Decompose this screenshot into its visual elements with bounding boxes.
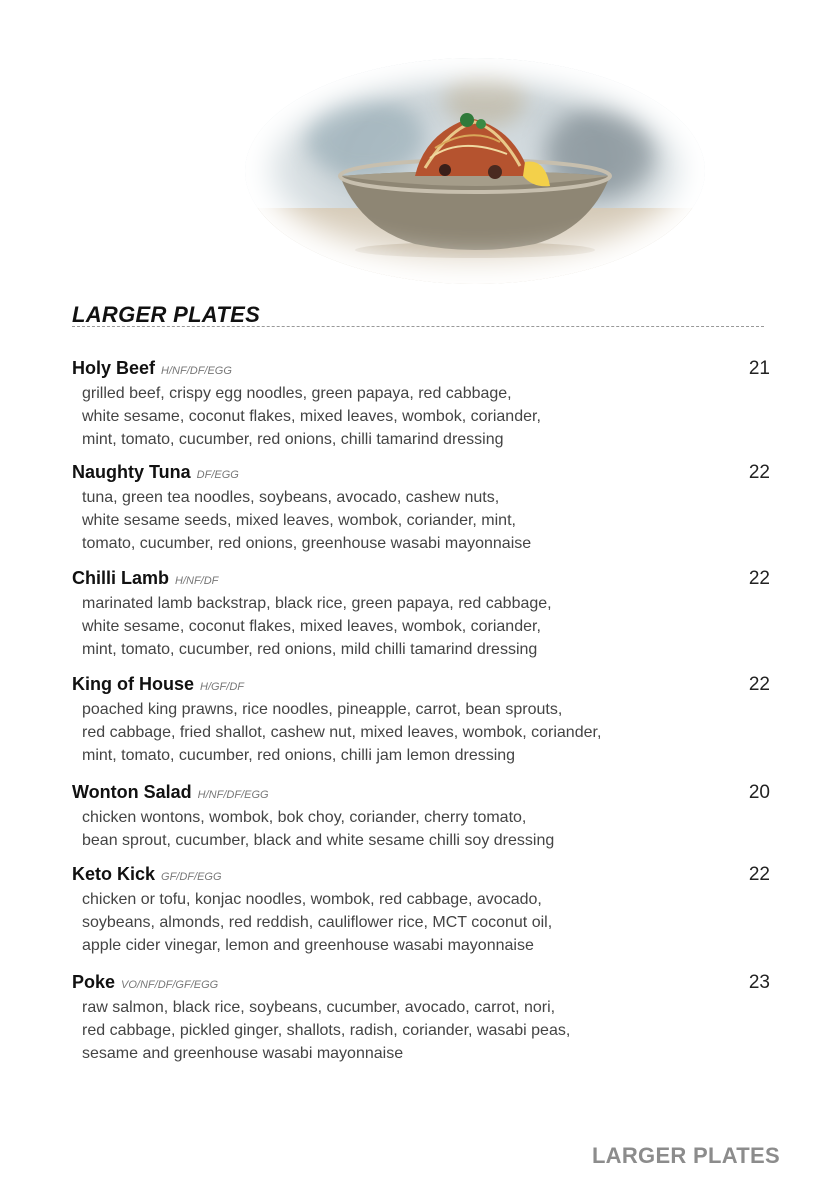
description-line: mint, tomato, cucumber, red onions, chilli jam lemon dressing [82,747,516,764]
menu-item-header [72,782,772,803]
section-title: LARGER PLATES [72,302,261,327]
description-line: sesame and greenhouse wasabi mayonnaise [82,1045,404,1062]
hero-food-photo [245,58,705,284]
description-line: tomato, cucumber, red onions, greenhouse wasabi mayonnaise [82,535,532,552]
menu-item-header [72,358,772,379]
menu-item-name: Keto Kick [72,864,156,884]
menu-item-description [82,592,772,661]
description-line: chicken or tofu, konjac noodles, wombok, red cabbage, avocado, [82,891,542,908]
footer-section-label: LARGER PLATES [591,1143,780,1168]
menu-item-name: Naughty Tuna [72,462,191,482]
menu-item-name: Wonton Salad [72,782,192,802]
menu-item-header [72,674,772,695]
dietary-tags: H/NF/DF [175,575,219,587]
description-line: bean sprout, cucumber, black and white sesame chilli soy dressing [82,832,555,849]
menu-item [72,358,772,451]
dietary-tags: H/NF/DF/EGG [197,789,269,801]
description-line: poached king prawns, rice noodles, pineapple, carrot, bean sprouts, [82,701,563,718]
description-line: chicken wontons, wombok, bok choy, coriander, cherry tomato, [82,809,527,826]
menu-item-name: King of House [72,674,194,694]
menu-item-header [72,462,772,483]
menu-item-header [72,568,772,589]
description-line: white sesame, coconut flakes, mixed leaves, wombok, coriander, [82,618,541,635]
menu-item-description [82,806,772,852]
menu-item-description [82,382,772,451]
description-line: mint, tomato, cucumber, red onions, chilli tamarind dressing [82,431,504,448]
menu-item-header [72,864,772,885]
menu-item-name: Poke [72,972,116,992]
dietary-tags: H/GF/DF [200,681,244,693]
menu-item [72,972,772,1065]
menu-item-price: 22 [748,864,770,885]
menu-item-name: Holy Beef [72,358,156,378]
description-line: red cabbage, fried shallot, cashew nut, mixed leaves, wombok, coriander, [82,724,602,741]
menu-item-price: 22 [748,462,770,483]
dietary-tags: DF/EGG [196,469,239,481]
menu-item-price: 21 [748,358,770,379]
description-line: soybeans, almonds, red reddish, cauliflower rice, MCT coconut oil, [82,914,553,931]
menu-item-price: 20 [748,782,770,803]
section-divider [72,326,764,327]
menu-item-name: Chilli Lamb [72,568,170,588]
menu-item [72,462,772,555]
menu-item [72,674,772,767]
menu-item [72,782,772,852]
menu-item-description [82,698,772,767]
menu-item-price: 22 [748,674,770,695]
dietary-tags: H/NF/DF/EGG [161,365,232,377]
description-line: grilled beef, crispy egg noodles, green papaya, red cabbage, [82,385,512,402]
description-line: raw salmon, black rice, soybeans, cucumber, avocado, carrot, nori, [82,999,556,1016]
description-line: apple cider vinegar, lemon and greenhouse wasabi mayonnaise [82,937,534,954]
dietary-tags: GF/DF/EGG [161,871,222,883]
description-line: white sesame seeds, mixed leaves, wombok, coriander, mint, [82,512,516,529]
description-line: tuna, green tea noodles, soybeans, avocado, cashew nuts, [82,489,500,506]
description-line: mint, tomato, cucumber, red onions, mild chilli tamarind dressing [82,641,538,658]
dietary-tags: VO/NF/DF/GF/EGG [121,979,219,991]
menu-item-description [82,996,772,1065]
menu-item [72,568,772,661]
description-line: white sesame, coconut flakes, mixed leaves, wombok, coriander, [82,408,541,425]
menu-item-price: 23 [748,972,770,993]
description-line: red cabbage, pickled ginger, shallots, radish, coriander, wasabi peas, [82,1022,571,1039]
menu-item-price: 22 [748,568,770,589]
menu-item-description [82,486,772,555]
description-line: marinated lamb backstrap, black rice, green papaya, red cabbage, [82,595,552,612]
menu-item [72,864,772,957]
menu-item-header [72,972,772,993]
menu-item-description [82,888,772,957]
